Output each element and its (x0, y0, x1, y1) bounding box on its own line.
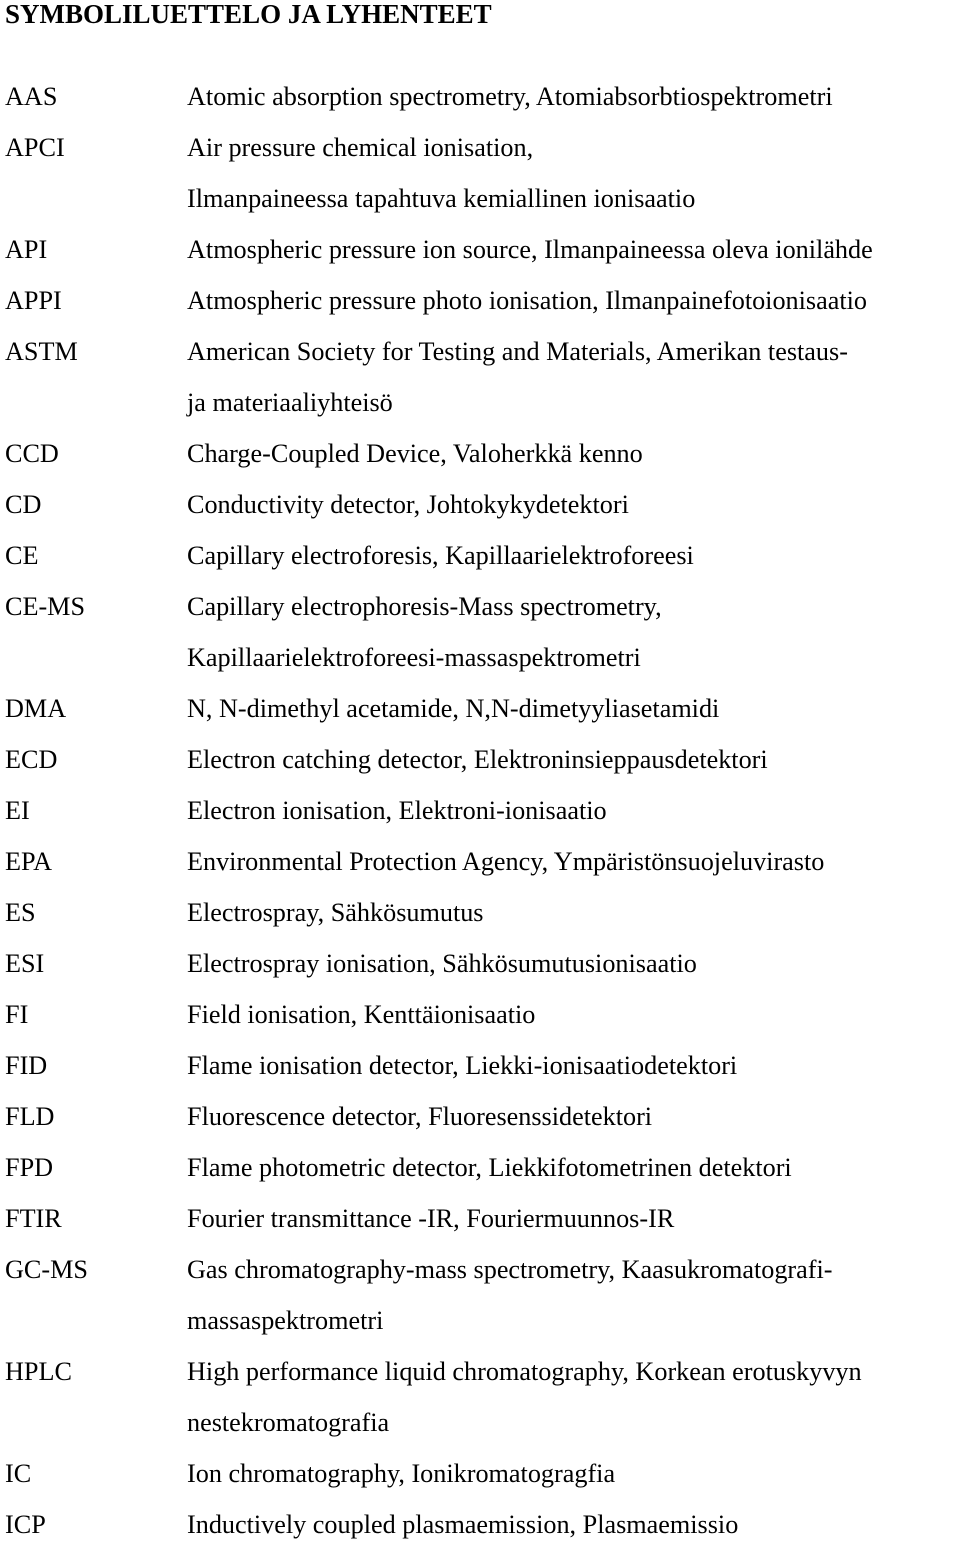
abbreviation-definition (187, 938, 960, 989)
abbreviation-entry (0, 530, 960, 581)
definition-line: Field ionisation, Kenttäionisaatio (187, 1000, 536, 1029)
abbreviation-definition (187, 326, 960, 428)
definition-line: High performance liquid chromatography, Korkean erotuskyvyn (187, 1357, 862, 1386)
abbreviation-term: AAS (5, 82, 58, 111)
abbreviation-entry (0, 428, 960, 479)
abbreviation-definition (187, 989, 960, 1040)
abbreviation-entry (0, 1244, 960, 1346)
abbreviation-term: FID (5, 1051, 48, 1080)
abbreviation-definition (187, 1244, 960, 1346)
abbreviation-definition (187, 1448, 960, 1499)
abbreviation-term: APPI (5, 286, 62, 315)
definition-line: Inductively coupled plasmaemission, Plasmaemissio (187, 1510, 739, 1539)
abbreviation-entry (0, 581, 960, 683)
abbreviation-term: FPD (5, 1153, 54, 1182)
abbreviation-definition (187, 785, 960, 836)
abbreviation-entry (0, 938, 960, 989)
abbreviation-term: CE (5, 541, 39, 570)
definition-line: Environmental Protection Agency, Ympäristönsuojeluvirasto (187, 847, 825, 876)
abbreviation-entry (0, 1091, 960, 1142)
abbreviation-term: ESI (5, 949, 45, 978)
definition-line: Flame photometric detector, Liekkifotometrinen detektori (187, 1153, 792, 1182)
definition-line: Flame ionisation detector, Liekki-ionisaatiodetektori (187, 1051, 738, 1080)
abbreviation-entry (0, 1346, 960, 1448)
page-title: SYMBOLILUETTELO JA LYHENTEET (5, 0, 492, 29)
abbreviation-entry (0, 836, 960, 887)
abbreviation-term: EI (5, 796, 30, 825)
abbreviation-definition (187, 581, 960, 683)
definition-line: Atmospheric pressure photo ionisation, Ilmanpainefotoionisaatio (187, 286, 868, 315)
abbreviation-term: CD (5, 490, 42, 519)
definition-line: Electron ionisation, Elektroni-ionisaatio (187, 796, 607, 825)
abbreviation-entry (0, 989, 960, 1040)
abbreviation-entry (0, 275, 960, 326)
abbreviation-entry (0, 122, 960, 224)
abbreviation-entry (0, 785, 960, 836)
abbreviation-definition (187, 734, 960, 785)
abbreviation-definition (187, 887, 960, 938)
abbreviation-definition (187, 1091, 960, 1142)
abbreviation-term: CE-MS (5, 592, 86, 621)
abbreviation-entry (0, 1499, 960, 1550)
abbreviation-term: DMA (5, 694, 67, 723)
abbreviation-entry (0, 479, 960, 530)
abbreviation-entry (0, 1040, 960, 1091)
abbreviation-entry (0, 71, 960, 122)
abbreviation-definition (187, 1142, 960, 1193)
definition-line: Electrospray, Sähkösumutus (187, 898, 484, 927)
definition-line: N, N-dimethyl acetamide, N,N-dimetyyliasetamidi (187, 694, 720, 723)
definition-line: Ion chromatography, Ionikromatogragfia (187, 1459, 616, 1488)
definition-line: Ilmanpaineessa tapahtuva kemiallinen ionisaatio (187, 184, 696, 213)
abbreviation-definition (187, 479, 960, 530)
definition-line: Electron catching detector, Elektroninsieppausdetektori (187, 745, 768, 774)
abbreviation-entry (0, 683, 960, 734)
abbreviation-entry (0, 326, 960, 428)
abbreviation-term: ASTM (5, 337, 78, 366)
definition-line: Kapillaarielektroforeesi-massaspektrometri (187, 643, 641, 672)
abbreviation-term: ICP (5, 1510, 46, 1539)
definition-line: massaspektrometri (187, 1306, 384, 1335)
abbreviation-definition (187, 1193, 960, 1244)
definition-line: Capillary electroforesis, Kapillaarielektroforeesi (187, 541, 694, 570)
abbreviation-entry (0, 1193, 960, 1244)
abbreviation-entry (0, 734, 960, 785)
abbreviation-definition (187, 683, 960, 734)
abbreviation-term: FI (5, 1000, 29, 1029)
abbreviation-entry (0, 224, 960, 275)
definition-line: Charge-Coupled Device, Valoherkkä kenno (187, 439, 643, 468)
abbreviation-entry (0, 887, 960, 938)
definition-line: American Society for Testing and Materials, Amerikan testaus- (187, 337, 848, 366)
abbreviation-entry (0, 1448, 960, 1499)
abbreviation-term: IC (5, 1459, 32, 1488)
definition-line: Electrospray ionisation, Sähkösumutusionisaatio (187, 949, 697, 978)
abbreviation-term: EPA (5, 847, 53, 876)
definition-line: Fourier transmittance -IR, Fouriermuunnos-IR (187, 1204, 675, 1233)
abbreviation-definition (187, 1346, 960, 1448)
definition-line: Capillary electrophoresis-Mass spectrometry, (187, 592, 662, 621)
abbreviation-definition (187, 428, 960, 479)
abbreviation-list (0, 71, 960, 1550)
definition-line: Conductivity detector, Johtokykydetektori (187, 490, 629, 519)
definition-line: nestekromatografia (187, 1408, 390, 1437)
abbreviation-entry (0, 1142, 960, 1193)
abbreviation-term: APCI (5, 133, 65, 162)
abbreviation-definition (187, 275, 960, 326)
abbreviation-term: FLD (5, 1102, 55, 1131)
abbreviation-definition (187, 836, 960, 887)
abbreviation-term: API (5, 235, 48, 264)
definition-line: ja materiaaliyhteisö (187, 388, 393, 417)
abbreviation-term: ES (5, 898, 36, 927)
abbreviation-definition (187, 71, 960, 122)
definition-line: Air pressure chemical ionisation, (187, 133, 534, 162)
abbreviation-definition (187, 122, 960, 224)
definition-line: Gas chromatography-mass spectrometry, Kaasukromatografi- (187, 1255, 833, 1284)
abbreviation-definition (187, 224, 960, 275)
abbreviation-term: HPLC (5, 1357, 72, 1386)
abbreviation-term: CCD (5, 439, 59, 468)
abbreviation-term: ECD (5, 745, 58, 774)
abbreviation-definition (187, 1040, 960, 1091)
abbreviation-term: FTIR (5, 1204, 62, 1233)
abbreviation-definition (187, 530, 960, 581)
definition-line: Atomic absorption spectrometry, Atomiabsorbtiospektrometri (187, 82, 833, 111)
abbreviation-definition (187, 1499, 960, 1550)
definition-line: Fluorescence detector, Fluoresenssidetektori (187, 1102, 653, 1131)
definition-line: Atmospheric pressure ion source, Ilmanpaineessa oleva ionilähde (187, 235, 873, 264)
abbreviation-term: GC-MS (5, 1255, 88, 1284)
